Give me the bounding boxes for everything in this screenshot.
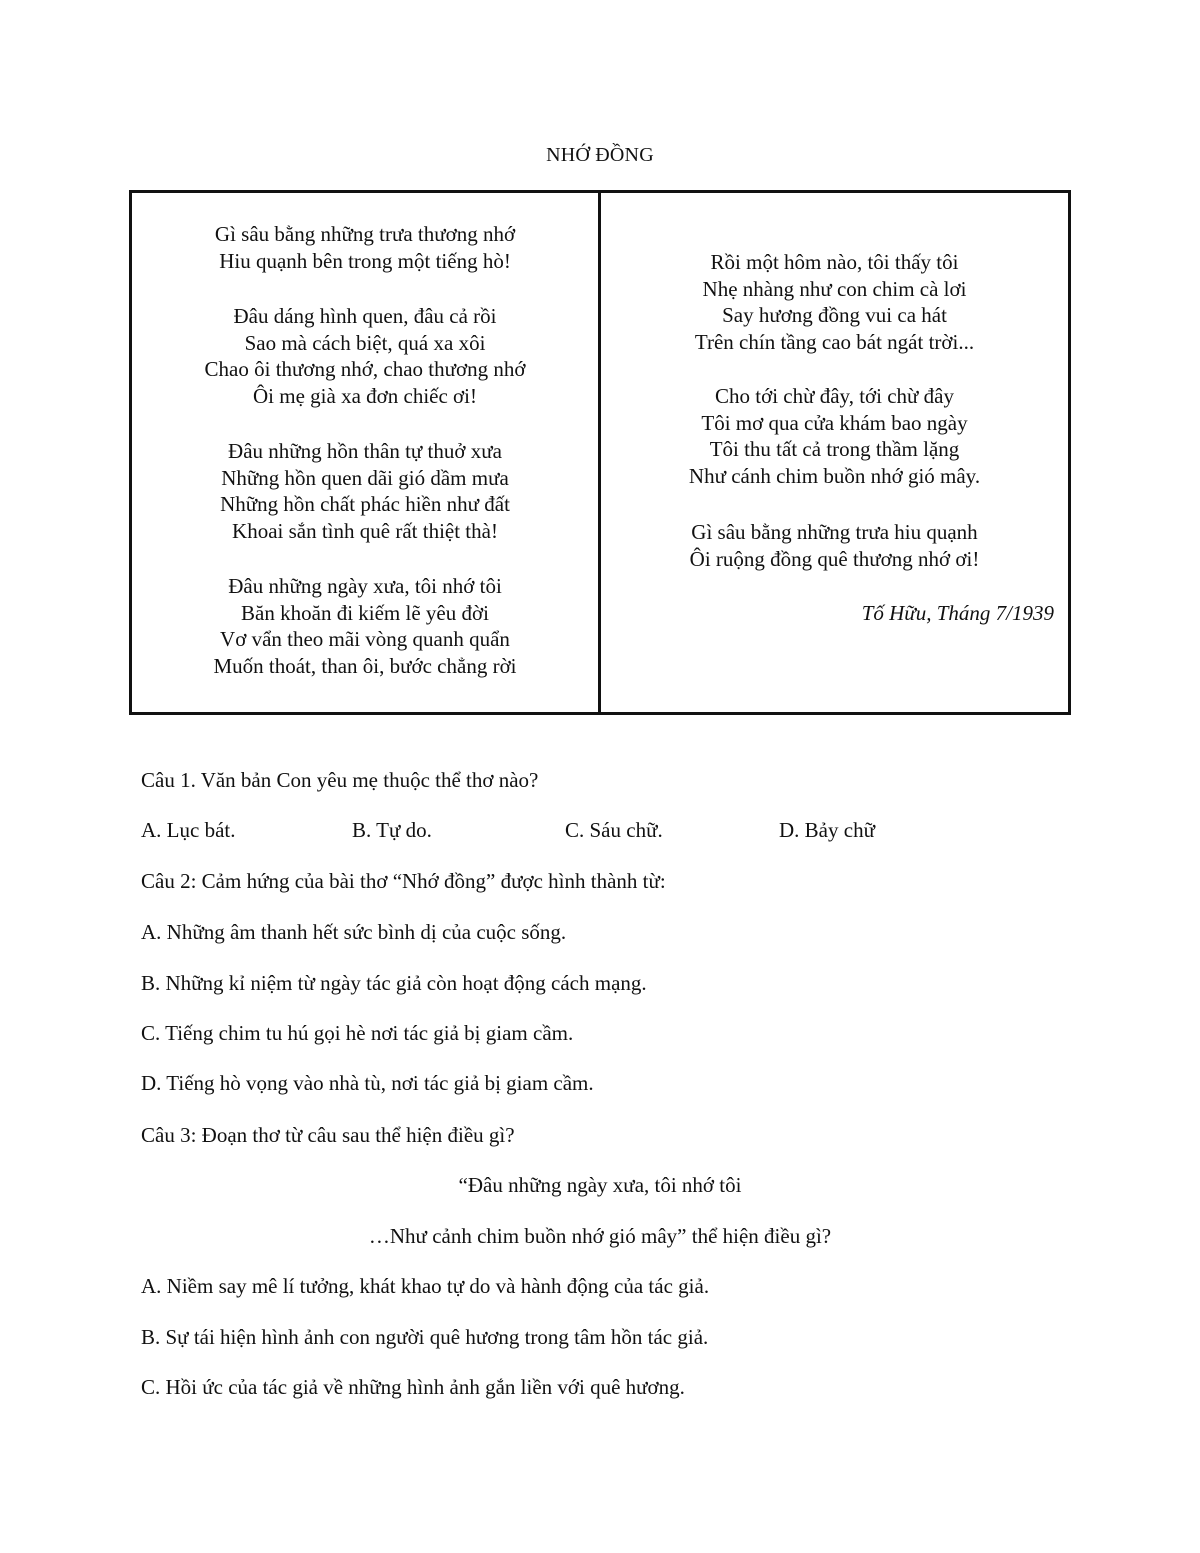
- q3-quote-line-2: …Như cảnh chim buồn nhớ gió mây” thể hiện điều gì?: [368, 1224, 832, 1248]
- poem-line: Băn khoăn đi kiếm lẽ yêu đời: [241, 600, 489, 625]
- poem-line: Khoai sắn tình quê rất thiệt thà!: [232, 518, 498, 543]
- poem-line: Những hồn chất phác hiền như đất: [220, 492, 510, 517]
- poem-line: Hiu quạnh bên trong một tiếng hò!: [219, 248, 511, 273]
- poem-line: Rồi một hôm nào, tôi thấy tôi: [710, 250, 959, 274]
- q3-option-c: C. Hồi ức của tác giả về những hình ảnh gắn liền với quê hương.: [141, 1375, 685, 1399]
- q2-option-a: A. Những âm thanh hết sức bình dị của cuộc sống.: [141, 920, 567, 944]
- poem-line: Say hương đồng vui ca hát: [722, 303, 947, 328]
- q3-option-b: B. Sự tái hiện hình ảnh con người quê hương trong tâm hồn tác giả.: [141, 1325, 709, 1349]
- page-title: NHỚ ĐỒNG: [546, 144, 654, 166]
- question-2: Câu 2: Cảm hứng của bài thơ “Nhớ đồng” được hình thành từ:: [141, 869, 666, 893]
- poem-line: Ôi ruộng đồng quê thương nhớ ơi!: [689, 546, 980, 571]
- question-3: Câu 3: Đoạn thơ từ câu sau thể hiện điều gì?: [141, 1123, 515, 1147]
- left-stanza-2: [132, 303, 598, 409]
- q1-option-c: C. Sáu chữ.: [565, 818, 663, 842]
- right-stanza-1: [601, 249, 1068, 355]
- left-stanza-1: [132, 221, 598, 274]
- left-stanza-4: [132, 573, 598, 679]
- poem-line: Tôi mơ qua cửa khám bao ngày: [701, 410, 968, 435]
- poem-line: Như cánh chim buồn nhớ gió mây.: [688, 463, 981, 488]
- q2-option-c: C. Tiếng chim tu hú gọi hè nơi tác giả bị giam cầm.: [141, 1021, 574, 1045]
- q3-quote-line-1: “Đâu những ngày xưa, tôi nhớ tôi: [458, 1173, 742, 1197]
- poem-line: Ôi mẹ già xa đơn chiếc ơi!: [253, 383, 477, 408]
- poem-line: Những hồn quen dãi gió dầm mưa: [221, 465, 509, 490]
- poem-line: Gì sâu bằng những trưa hiu quạnh: [691, 520, 978, 544]
- q3-option-a: A. Niềm say mê lí tưởng, khát khao tự do và hành động của tác giả.: [141, 1274, 710, 1298]
- q2-option-d: D. Tiếng hò vọng vào nhà tù, nơi tác giả bị giam cầm.: [141, 1071, 594, 1095]
- q2-option-b: B. Những kỉ niệm từ ngày tác giả còn hoạt động cách mạng.: [141, 971, 647, 995]
- poem-signature: Tố Hữu, Tháng 7/1939: [861, 601, 1054, 625]
- poem-line: Đâu những ngày xưa, tôi nhớ tôi: [228, 574, 502, 598]
- q1-option-d: D. Bảy chữ: [779, 818, 875, 842]
- poem-left-column: [132, 193, 601, 712]
- right-stanza-3: [601, 519, 1068, 572]
- poem-right-column: [601, 193, 1068, 712]
- question-1: Câu 1. Văn bản Con yêu mẹ thuộc thể thơ nào?: [141, 768, 539, 792]
- poem-line: Chao ôi thương nhớ, chao thương nhớ: [204, 357, 526, 382]
- poem-line: Gì sâu bằng những trưa thương nhớ: [214, 222, 516, 246]
- right-stanza-2: [601, 383, 1068, 489]
- poem-line: Muốn thoát, than ôi, bước chẳng rời: [213, 653, 517, 678]
- poem-line: Cho tới chừ đây, tới chừ đây: [715, 384, 954, 408]
- q1-option-a: A. Lục bát.: [141, 818, 236, 842]
- q1-option-b: B. Tự do.: [352, 818, 432, 842]
- poem-line: Tôi thu tất cả trong thầm lặng: [709, 437, 960, 462]
- poem-line: Nhẹ nhàng như con chim cà lơi: [702, 276, 967, 301]
- poem-line: Trên chín tầng cao bát ngát trời...: [694, 329, 975, 354]
- poem-line: Đâu những hồn thân tự thuở xưa: [228, 439, 502, 463]
- poem-table: [129, 190, 1071, 715]
- poem-line: Đâu dáng hình quen, đâu cả rồi: [233, 304, 497, 328]
- poem-line: Vơ vẩn theo mãi vòng quanh quẩn: [220, 627, 510, 652]
- left-stanza-3: [132, 438, 598, 544]
- poem-line: Sao mà cách biệt, quá xa xôi: [244, 330, 486, 355]
